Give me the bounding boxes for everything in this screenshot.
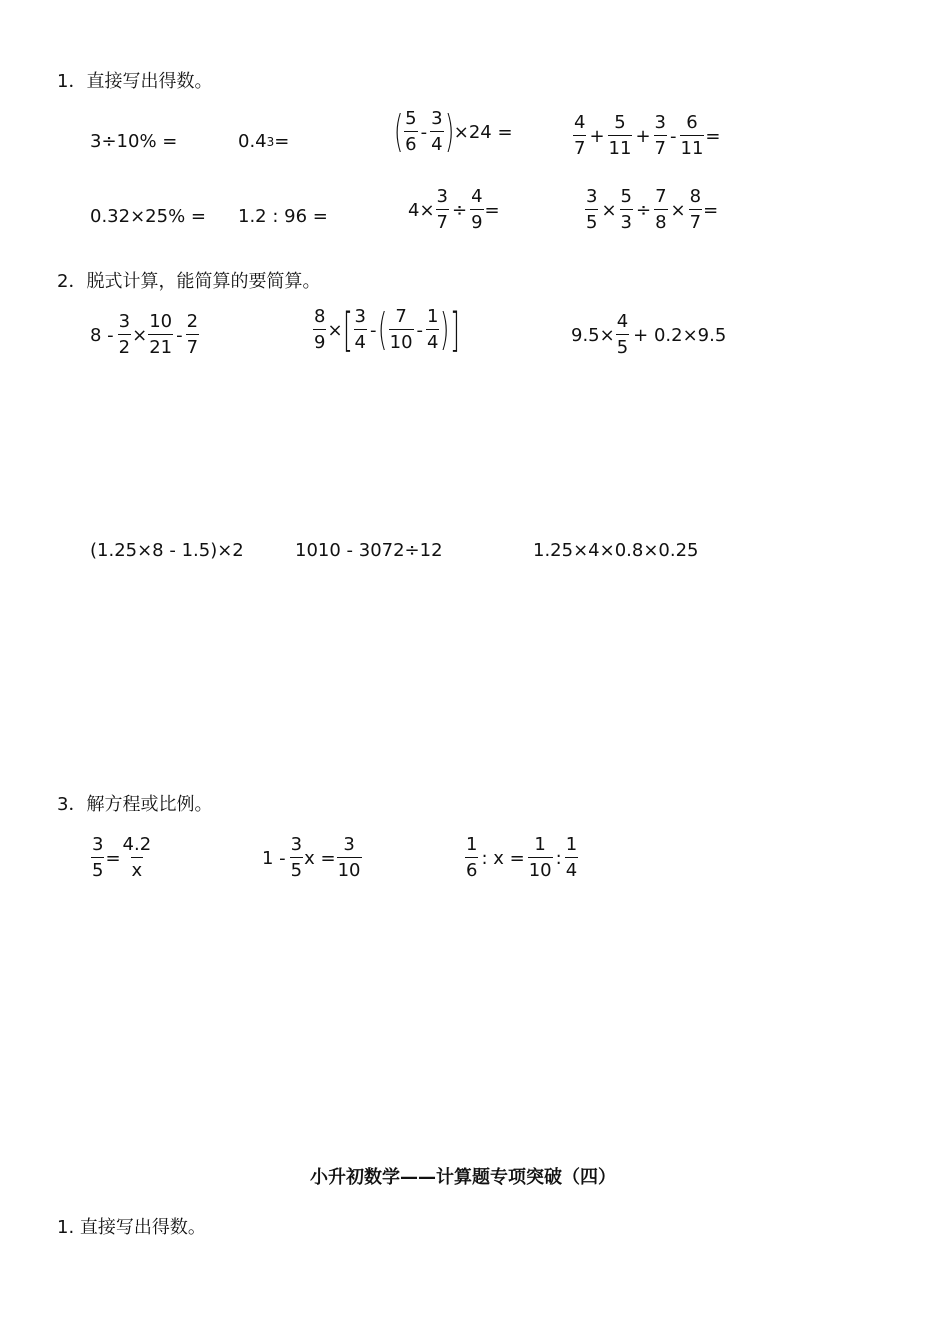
numerator: 3 [290, 834, 303, 855]
expr-1-1 [90, 131, 177, 152]
denominator: 10 [389, 329, 414, 352]
numerator: 5 [620, 186, 632, 207]
denominator: 3 [620, 209, 633, 232]
numerator: 1 [534, 834, 546, 855]
denominator: 5 [290, 857, 303, 880]
operator: : [555, 847, 562, 869]
denominator: 4 [565, 857, 578, 880]
numerator: 7 [655, 186, 667, 207]
left-paren: ( [393, 106, 404, 157]
numerator: 8 [314, 306, 326, 327]
operator: = [484, 199, 500, 221]
numerator: 1 [466, 834, 478, 855]
operator: × [601, 199, 617, 221]
expr-text: 1.2 : 96 = [238, 206, 328, 227]
expr-1-6 [238, 206, 328, 227]
operator: - [420, 121, 428, 143]
numerator: 7 [395, 306, 407, 327]
operator: = [703, 199, 719, 221]
fraction [91, 836, 104, 880]
numerator: 6 [686, 112, 698, 133]
fraction [337, 836, 362, 880]
numerator: 3 [92, 834, 104, 855]
expr-text: 4× [408, 199, 435, 221]
numerator: 10 [149, 311, 173, 332]
expr-text: 3÷10% = [90, 131, 178, 152]
right-paren: ) [440, 304, 450, 355]
operator: + [635, 125, 651, 147]
expr-1-7 [408, 188, 500, 232]
expr-2-4 [90, 540, 244, 561]
numerator: 4.2 [122, 834, 152, 855]
expr-text: (1.25×8 - 1.5)×2 [90, 540, 244, 561]
denominator: 4 [426, 329, 439, 352]
equation-3 [464, 836, 579, 880]
denominator: 7 [689, 209, 702, 232]
expr-1-8 [584, 188, 718, 232]
section2-heading: 2．脱式计算，能简算的要简算。 [57, 271, 321, 292]
expr-1-3 [393, 106, 513, 157]
numerator: 2 [186, 311, 199, 332]
fraction [470, 188, 483, 232]
fraction [565, 836, 578, 880]
denominator: 5 [585, 209, 598, 232]
fraction [290, 836, 303, 880]
expr-2-3 [571, 313, 726, 357]
equation-1 [90, 836, 153, 880]
expr-text: : x = [481, 847, 525, 869]
fraction [404, 110, 417, 154]
operator: = [705, 125, 721, 147]
expr-text: 9.5× [571, 324, 615, 346]
numerator: 3 [343, 834, 355, 855]
denominator: x [131, 857, 144, 880]
operator: + [589, 125, 605, 147]
numerator: 3 [654, 112, 666, 133]
operator: - [176, 324, 183, 346]
numerator: 3 [431, 108, 443, 129]
expr-text: 1 - [262, 847, 286, 869]
numerator: 4 [574, 112, 586, 133]
denominator: 11 [680, 135, 705, 158]
denominator: 10 [528, 857, 553, 880]
fraction [689, 188, 702, 232]
operator: ÷ [452, 199, 468, 221]
numerator: 3 [586, 186, 598, 207]
left-bracket: [ [342, 303, 353, 357]
operator: - [369, 319, 377, 341]
numerator: 1 [427, 306, 439, 327]
numerator: 4 [471, 186, 483, 207]
right-paren: ) [444, 106, 454, 157]
expr-2-2 [312, 303, 460, 357]
operator: = [105, 847, 121, 869]
operator: - [416, 319, 424, 341]
fraction [654, 188, 667, 232]
equation-2 [262, 836, 363, 880]
denominator: 10 [337, 857, 362, 880]
expr-text: 0.32×25% = [90, 206, 206, 227]
denominator: 7 [573, 135, 586, 158]
left-paren: ( [378, 304, 388, 355]
expr-text: 0.4 [238, 131, 267, 152]
numerator: 3 [118, 311, 131, 332]
denominator: 8 [654, 209, 667, 232]
right-bracket: ] [449, 303, 460, 357]
numerator: 8 [689, 186, 702, 207]
footer-heading: 1. 直接写出得数。 [57, 1217, 206, 1238]
expr-text: 1.25×4×0.8×0.25 [533, 540, 699, 561]
numerator: 5 [614, 112, 626, 133]
denominator: 7 [436, 209, 449, 232]
expr-1-2 [238, 131, 289, 152]
fraction [186, 313, 199, 357]
fraction [430, 110, 443, 154]
expr-1-4 [572, 114, 721, 158]
denominator: 5 [616, 334, 629, 357]
page-title: 小升初数学——计算题专项突破（四） [310, 1167, 616, 1188]
denominator: 4 [354, 329, 367, 352]
denominator: 9 [470, 209, 483, 232]
numerator: 1 [565, 834, 578, 855]
section3-heading: 3．解方程或比例。 [57, 794, 213, 815]
operator: - [670, 125, 677, 147]
fraction [465, 836, 478, 880]
expr-text: x = [304, 847, 336, 869]
denominator: 9 [313, 329, 326, 352]
expr-text: 1010 - 3072÷12 [295, 540, 443, 561]
operator: × [670, 199, 686, 221]
fraction [573, 114, 586, 158]
fraction [585, 188, 598, 232]
fraction [313, 308, 326, 352]
fraction [148, 313, 173, 357]
fraction [680, 114, 705, 158]
fraction [389, 308, 414, 352]
operator: × [327, 319, 343, 341]
expr-2-6 [533, 540, 698, 561]
numerator: 5 [405, 108, 417, 129]
subscript: 3 [266, 134, 275, 149]
denominator: 11 [608, 135, 633, 158]
operator: × [132, 324, 148, 346]
denominator: 6 [404, 131, 417, 154]
fraction [122, 836, 153, 880]
expr-text: = [274, 131, 290, 152]
fraction [118, 313, 131, 357]
denominator: 7 [654, 135, 667, 158]
denominator: 2 [118, 334, 131, 357]
fraction [654, 114, 667, 158]
section1-heading: 1．直接写出得数。 [57, 71, 213, 92]
expr-text: + 0.2×9.5 [633, 324, 727, 346]
expr-1-5 [90, 206, 206, 227]
denominator: 5 [91, 857, 104, 880]
fraction [354, 308, 367, 352]
denominator: 21 [148, 334, 173, 357]
numerator: 3 [354, 306, 366, 327]
expr-2-1 [90, 313, 200, 357]
denominator: 7 [186, 334, 199, 357]
fraction [620, 188, 633, 232]
fraction [616, 313, 629, 357]
expr-text: ×24 = [453, 121, 513, 143]
expr-text: 8 - [90, 324, 114, 346]
fraction [426, 308, 439, 352]
denominator: 6 [465, 857, 478, 880]
fraction [608, 114, 633, 158]
denominator: 4 [430, 131, 443, 154]
operator: ÷ [636, 199, 652, 221]
fraction [528, 836, 553, 880]
numerator: 4 [616, 311, 629, 332]
numerator: 3 [436, 186, 448, 207]
expr-2-5 [295, 540, 443, 561]
fraction [436, 188, 449, 232]
